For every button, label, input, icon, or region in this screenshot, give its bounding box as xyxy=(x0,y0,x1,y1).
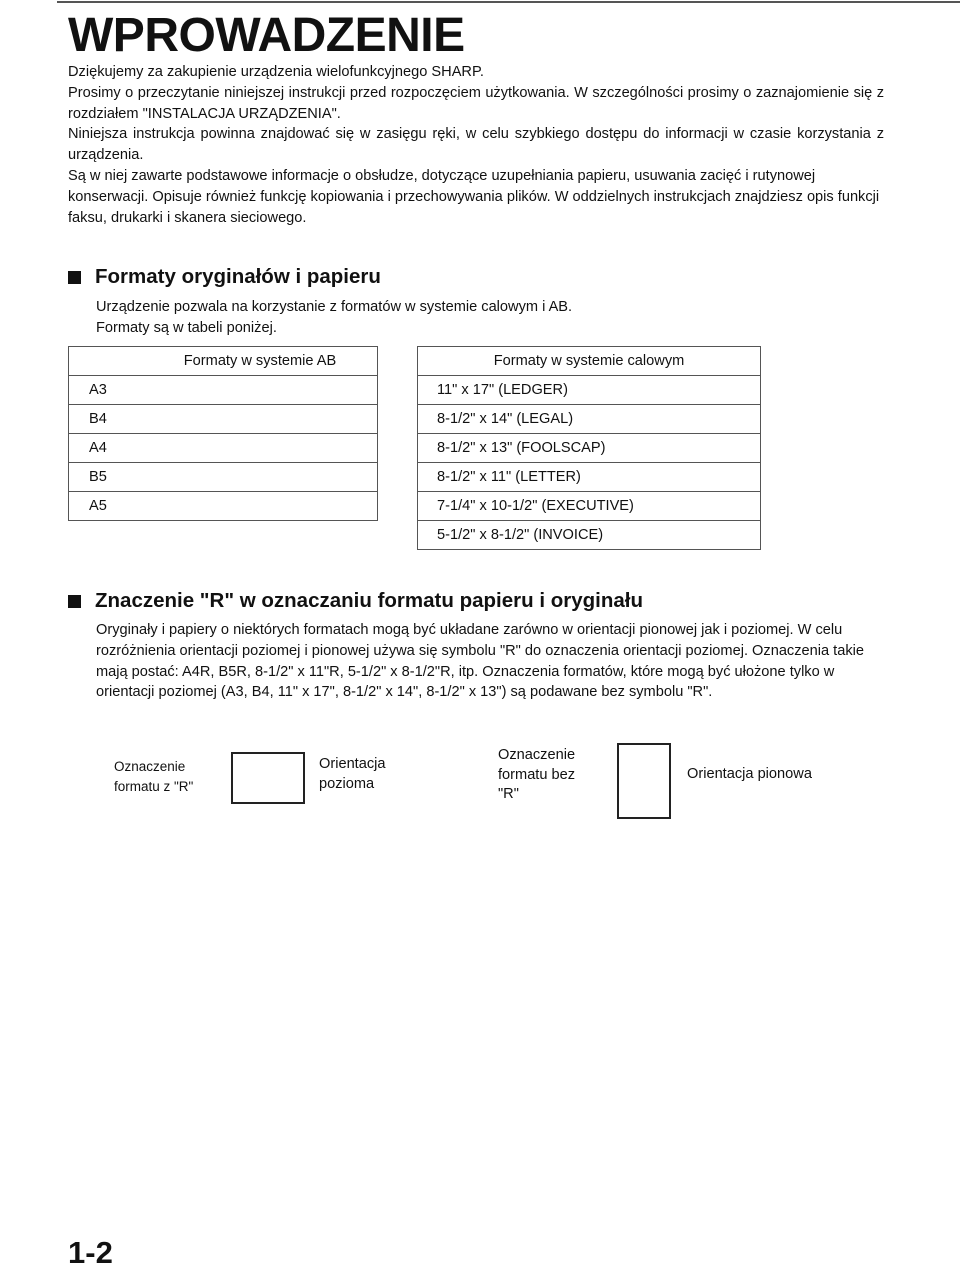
table-cell xyxy=(143,405,378,434)
label-line: "R" xyxy=(498,786,519,802)
table-header: Formaty w systemie AB xyxy=(143,347,378,376)
ab-formats-table xyxy=(68,346,378,521)
description-line: Formaty są w tabeli poniżej. xyxy=(96,319,277,336)
intro-line: Niniejsza instrukcja powinna znajdować się w zasięgu ręki, w celu szybkiego dostępu do informacji w czasie korzystania z urządzenia. xyxy=(68,126,884,164)
intro-text xyxy=(68,62,884,228)
intro-line: Dziękujemy za zakupienie urządzenia wielofunkcyjnego SHARP. xyxy=(68,64,484,80)
square-bullet-icon xyxy=(68,595,81,608)
table-cell: 5-1/2" x 8-1/2" (INVOICE) xyxy=(418,521,761,550)
section-heading-formats xyxy=(68,265,381,289)
table-row xyxy=(418,376,761,405)
r-meaning-text xyxy=(96,620,884,703)
table-cell: A5 xyxy=(69,492,144,521)
table-cell xyxy=(143,463,378,492)
section-heading-text: Znaczenie "R" w oznaczaniu formatu papieru i oryginału xyxy=(95,589,643,612)
table-row xyxy=(418,521,761,550)
portrait-label: Orientacja pionowa xyxy=(687,766,812,782)
landscape-orientation-icon xyxy=(231,752,305,804)
section-heading-r-meaning xyxy=(68,589,643,613)
table-cell: B4 xyxy=(69,405,144,434)
table-row xyxy=(69,434,378,463)
table-cell: 8-1/2" x 11" (LETTER) xyxy=(418,463,761,492)
table-row xyxy=(69,405,378,434)
label-line: Orientacja xyxy=(319,756,386,772)
top-rule xyxy=(57,1,960,3)
portrait-orientation-icon xyxy=(617,743,671,819)
formats-description xyxy=(96,297,884,339)
square-bullet-icon xyxy=(68,271,81,284)
description-line: Urządzenie pozwala na korzystanie z formatów w systemie calowym i AB. xyxy=(96,299,573,315)
page-title: WPROWADZENIE xyxy=(68,9,465,62)
table-cell xyxy=(143,492,378,521)
table-row xyxy=(418,405,761,434)
table-cell: A4 xyxy=(69,434,144,463)
table-row xyxy=(69,463,378,492)
table-cell xyxy=(69,347,144,376)
table-row xyxy=(69,492,378,521)
intro-line: Prosimy o przeczytanie niniejszej instrukcji przed rozpoczęciem użytkowania. W szczególności prosimy o zaznajomienie się z rozdziałem "INSTALACJA URZĄDZENIA". xyxy=(68,84,884,122)
label-line: formatu z "R" xyxy=(114,778,194,794)
table-cell: 8-1/2" x 14" (LEGAL) xyxy=(418,405,761,434)
table-header-row xyxy=(69,347,378,376)
page-number: 1-2 xyxy=(68,1235,113,1270)
table-cell: 8-1/2" x 13" (FOOLSCAP) xyxy=(418,434,761,463)
table-cell xyxy=(143,376,378,405)
inch-formats-table xyxy=(417,346,761,550)
paragraph: Oryginały i papiery o niektórych formatach mogą być układane zarówno w orientacji pionowej jak i poziomej. W celu rozróżnienia orientacji poziomej i pionowej używa się symbolu "R" do oznaczenia orientacji poziomej. Oznaczenia takie mają postać: A4R, B5R, 8-1/2" x 11"R, 5-1/2" x 8-1/2"R, itp. Oznaczenia formatów, które mogą być ułożone tylko w orientacji poziomej (A3, B4, 11" x 17", 8-1/2" x 14", 8-1/2" x 13") są podawane bez symbolu "R". xyxy=(96,622,864,701)
table-cell: 7-1/4" x 10-1/2" (EXECUTIVE) xyxy=(418,492,761,521)
label-line: Oznaczenie xyxy=(114,759,186,774)
label-line: Oznaczenie xyxy=(498,747,576,763)
label-line: pozioma xyxy=(319,775,375,792)
table-cell: 11" x 17" (LEDGER) xyxy=(418,376,761,405)
table-header-row xyxy=(418,347,761,376)
without-r-label xyxy=(498,746,575,805)
intro-line: Są w niej zawarte podstawowe informacje o obsłudze, dotyczące uzupełniania papieru, usuwania zacięć i rutynowej konserwacji. Opisuje również funkcję kopiowania i przechowywania plików. W oddzielnych instrukcjach znajdziesz opis funkcji faksu, drukarki i skanera sieciowego. xyxy=(68,167,880,226)
table-cell: B5 xyxy=(69,463,144,492)
label-line: formatu bez xyxy=(498,766,576,783)
table-row xyxy=(418,492,761,521)
table-row xyxy=(69,376,378,405)
table-header: Formaty w systemie calowym xyxy=(418,347,761,376)
table-cell xyxy=(143,434,378,463)
table-row xyxy=(418,463,761,492)
table-cell: A3 xyxy=(69,376,144,405)
with-r-label xyxy=(114,757,193,796)
landscape-label xyxy=(319,755,386,794)
section-heading-text: Formaty oryginałów i papieru xyxy=(95,265,381,288)
table-row xyxy=(418,434,761,463)
